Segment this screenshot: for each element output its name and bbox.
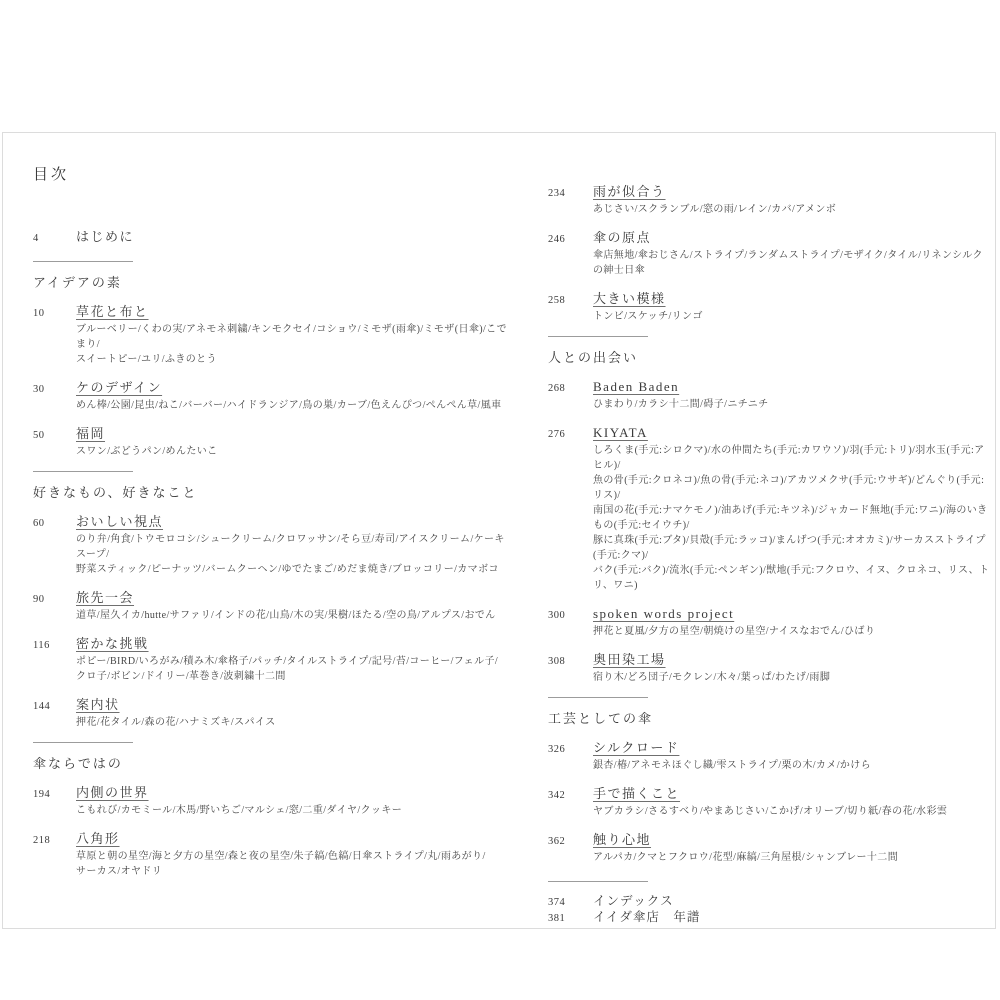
entry-items xyxy=(548,670,990,685)
toc-left-column xyxy=(33,166,511,891)
entry-items-line: のり弁/角食/トウモロコシ/シュークリーム/クロワッサン/そら豆/寿司/アイスクリーム/ケーキスープ/ xyxy=(76,534,505,560)
section-divider xyxy=(548,697,648,698)
entry-page-number: 362 xyxy=(548,836,566,847)
entry-items xyxy=(548,624,990,639)
entry-title: KIYATA xyxy=(593,425,648,440)
entry-row xyxy=(33,425,511,444)
toc-entry xyxy=(548,785,990,819)
section-divider xyxy=(33,261,133,262)
toc-entry xyxy=(33,589,511,623)
entry-items-line: 野菜スティック/ピーナッツ/バームクーヘン/ゆでたまご/めだま焼き/ブロッコリー/カマボコ xyxy=(76,564,499,575)
entry-items xyxy=(548,758,990,773)
entry-page-number: 10 xyxy=(33,308,45,319)
entry-page-number: 342 xyxy=(548,790,566,801)
toc-entry-chronology xyxy=(548,910,990,926)
toc-back-matter xyxy=(548,894,990,926)
entry-items-line: スワン/ぶどうパン/めんたいこ xyxy=(76,446,218,457)
toc-entry xyxy=(548,229,990,278)
entry-items-line: あじさい/スクランブル/窓の雨/レイン/カバ/アメンボ xyxy=(593,204,837,215)
entry-items-line: 南国の花(手元:ナマケモノ)/油あげ(手元:キツネ)/ジャカード無地(手元:ワニ)/海のいきもの(手元:セイウチ)/ xyxy=(593,505,988,531)
entry-row xyxy=(548,378,990,397)
entry-items xyxy=(33,398,511,413)
entry-title: 内側の世界 xyxy=(76,785,149,800)
entry-items xyxy=(548,248,990,278)
entry-items-line: ブルーベリー/くわの実/アネモネ刺繍/キンモクセイ/コショウ/ミモザ(雨傘)/ミモザ(日傘)/こでまり/ xyxy=(76,324,507,350)
entry-page-number: 381 xyxy=(548,913,566,924)
entry-title: ケのデザイン xyxy=(76,380,163,395)
section-divider xyxy=(548,336,648,337)
entry-title: 草花と布と xyxy=(76,304,149,319)
toc-entry xyxy=(548,831,990,865)
entry-row xyxy=(33,784,511,803)
entry-items-line: バク(手元:バク)/流氷(手元:ペンギン)/獣地(手元:フクロウ、イヌ、クロネコ、リス、トリ、ワニ) xyxy=(593,565,990,591)
toc-entry xyxy=(33,379,511,413)
toc-entry xyxy=(548,183,990,217)
entry-row xyxy=(33,303,511,322)
book-page xyxy=(2,132,996,929)
entry-row xyxy=(548,831,990,850)
entry-items xyxy=(33,849,511,879)
entry-row xyxy=(33,635,511,654)
entry-page-number: 276 xyxy=(548,429,566,440)
entry-page-number: 116 xyxy=(33,640,50,651)
toc-entry xyxy=(548,378,990,412)
toc-entry xyxy=(548,424,990,593)
entry-title: 奥田染工場 xyxy=(593,652,666,667)
entry-title: はじめに xyxy=(76,229,135,244)
entry-page-number: 246 xyxy=(548,234,566,245)
entry-items xyxy=(33,654,511,684)
entry-items xyxy=(548,443,990,593)
entry-page-number: 60 xyxy=(33,518,45,529)
toc-entry xyxy=(33,696,511,730)
entry-title: 傘の原点 xyxy=(593,230,652,245)
entry-row xyxy=(548,785,990,804)
section-heading: 好きなもの、好きなこと xyxy=(33,485,198,500)
entry-items-line: 道草/屋久イカ/hutte/サファリ/インドの花/山鳥/木の実/果樹/ほたる/空の鳥/アルプス/おでん xyxy=(76,610,496,621)
entry-items-line: 傘店無地/傘おじさん/ストライプ/ランダムストライプ/モザイク/タイル/リネンシルクの紳士日傘 xyxy=(593,250,983,276)
entry-row xyxy=(33,589,511,608)
entry-items xyxy=(33,715,511,730)
toc-entry-index xyxy=(548,894,990,910)
section-divider xyxy=(33,742,133,743)
entry-title: インデックス xyxy=(593,894,674,908)
entry-title: シルクロード xyxy=(593,740,680,755)
entry-items xyxy=(33,322,511,367)
toc-entry xyxy=(33,425,511,459)
toc-entry xyxy=(548,605,990,639)
entry-items-line: ひまわり/カラシ十二間/碍子/ニチニチ xyxy=(593,399,769,410)
entry-items-line: 宿り木/どろ団子/モクレン/木々/葉っぱ/わたげ/雨脚 xyxy=(593,672,831,683)
entry-items xyxy=(33,444,511,459)
toc-entry xyxy=(548,290,990,324)
entry-title: Baden Baden xyxy=(593,379,680,394)
entry-title: 触り心地 xyxy=(593,832,652,847)
entry-items xyxy=(33,803,511,818)
entry-title: 手で描くこと xyxy=(593,786,681,801)
entry-title: 八角形 xyxy=(76,831,120,846)
section-heading: 傘ならではの xyxy=(33,756,123,771)
entry-page-number: 90 xyxy=(33,594,45,605)
entry-page-number: 218 xyxy=(33,835,51,846)
entry-items-line: 魚の骨(手元:クロネコ)/魚の骨(手元:ネコ)/アカツメクサ(手元:ウサギ)/どんぐり(手元:リス)/ xyxy=(593,475,985,501)
entry-page-number: 30 xyxy=(33,384,45,395)
entry-title: 密かな挑戦 xyxy=(76,636,149,651)
entry-page-number: 258 xyxy=(548,295,566,306)
entry-items-line: クロ子/ボビン/ドイリー/革巻き/波刺繍十二間 xyxy=(76,671,286,682)
toc-entry xyxy=(33,635,511,684)
section-heading: 人との出会い xyxy=(548,350,639,365)
entry-row xyxy=(33,513,511,532)
entry-title: 旅先一会 xyxy=(76,590,135,605)
entry-title: spoken words project xyxy=(593,606,735,621)
entry-items-line: トンビ/スケッチ/リンゴ xyxy=(593,311,703,322)
entry-row xyxy=(548,651,990,670)
entry-items xyxy=(548,309,990,324)
entry-page-number: 268 xyxy=(548,383,566,394)
entry-row xyxy=(548,290,990,309)
entry-items-line: めん棒/公園/昆虫/ねこ/バーバー/ハイドランジア/鳥の巣/カーブ/色えんぴつ/ぺんぺん草/風車 xyxy=(76,400,502,411)
section-divider xyxy=(548,881,648,882)
entry-items xyxy=(548,804,990,819)
entry-items-line: サーカス/オヤドリ xyxy=(76,866,163,877)
entry-page-number: 50 xyxy=(33,430,45,441)
entry-row xyxy=(548,605,990,624)
entry-items-line: スイートピー/ユリ/ふきのとう xyxy=(76,354,217,365)
entry-items xyxy=(548,202,990,217)
entry-items xyxy=(33,608,511,623)
entry-page-number: 144 xyxy=(33,701,51,712)
entry-items-line: 押花と夏風/夕方の星空/朝焼けの星空/ナイスなおでん/ひばり xyxy=(593,626,876,637)
toc-entry xyxy=(33,513,511,577)
entry-row xyxy=(548,229,990,248)
toc-right-column xyxy=(548,183,990,926)
entry-title: 大きい模様 xyxy=(593,291,666,306)
entry-items xyxy=(548,397,990,412)
entry-row xyxy=(33,379,511,398)
entry-page-number: 326 xyxy=(548,744,566,755)
entry-title: 雨が似合う xyxy=(593,184,666,199)
toc-entry xyxy=(33,303,511,367)
entry-items xyxy=(548,850,990,865)
entry-row xyxy=(33,830,511,849)
entry-page-number: 300 xyxy=(548,610,566,621)
entry-items-line: ポピー/BIRD/いろがみ/積み木/傘格子/パッチ/タイルストライプ/記号/苔/コーヒー/フェル子/ xyxy=(76,656,499,667)
page-title: 目次 xyxy=(33,167,70,183)
toc-entry xyxy=(33,784,511,818)
entry-items-line: ヤブカラシ/さるすべり/やまあじさい/こかげ/オリーブ/切り紙/春の花/水彩雲 xyxy=(593,806,948,817)
entry-items-line: 豚に真珠(手元:ブタ)/貝殻(手元:ラッコ)/まんげつ(手元:オオカミ)/サーカスストライプ(手元:クマ)/ xyxy=(593,535,986,561)
entry-title: 案内状 xyxy=(76,697,120,712)
entry-title: おいしい視点 xyxy=(76,514,164,529)
entry-row xyxy=(548,424,990,443)
entry-page-number: 4 xyxy=(33,233,39,244)
entry-title: 福岡 xyxy=(76,426,106,441)
toc-entry xyxy=(548,651,990,685)
entry-page-number: 234 xyxy=(548,188,566,199)
entry-items xyxy=(33,532,511,577)
entry-row xyxy=(33,696,511,715)
entry-items-line: 押花/花タイル/森の花/ハナミズキ/スパイス xyxy=(76,717,276,728)
entry-row xyxy=(548,739,990,758)
entry-items-line: こもれび/カモミール/木馬/野いちご/マルシェ/窓/二重/ダイヤ/クッキー xyxy=(76,805,403,816)
toc-entry xyxy=(33,830,511,879)
entry-page-number: 374 xyxy=(548,897,566,908)
section-divider xyxy=(33,471,133,472)
toc-entry-intro xyxy=(33,228,511,247)
entry-page-number: 194 xyxy=(33,789,51,800)
entry-items-line: 草原と朝の星空/海と夕方の星空/森と夜の星空/朱子縞/色縞/日傘ストライプ/丸/雨あがり/ xyxy=(76,851,486,862)
entry-row xyxy=(548,183,990,202)
section-heading: アイデアの素 xyxy=(33,275,122,290)
entry-title: イイダ傘店 年譜 xyxy=(593,910,701,924)
section-heading: 工芸としての傘 xyxy=(548,711,654,726)
toc-entry xyxy=(548,739,990,773)
entry-items-line: 銀杏/椿/アネモネほぐし織/雫ストライプ/栗の木/カメ/かけら xyxy=(593,760,872,771)
entry-items-line: アルパカ/クマとフクロウ/花型/麻縞/三角屋根/シャンブレー十二間 xyxy=(593,852,899,863)
entry-page-number: 308 xyxy=(548,656,566,667)
entry-items-line: しろくま(手元:シロクマ)/水の仲間たち(手元:カワウソ)/羽(手元:トリ)/羽水玉(手元:アヒル)/ xyxy=(593,445,985,471)
